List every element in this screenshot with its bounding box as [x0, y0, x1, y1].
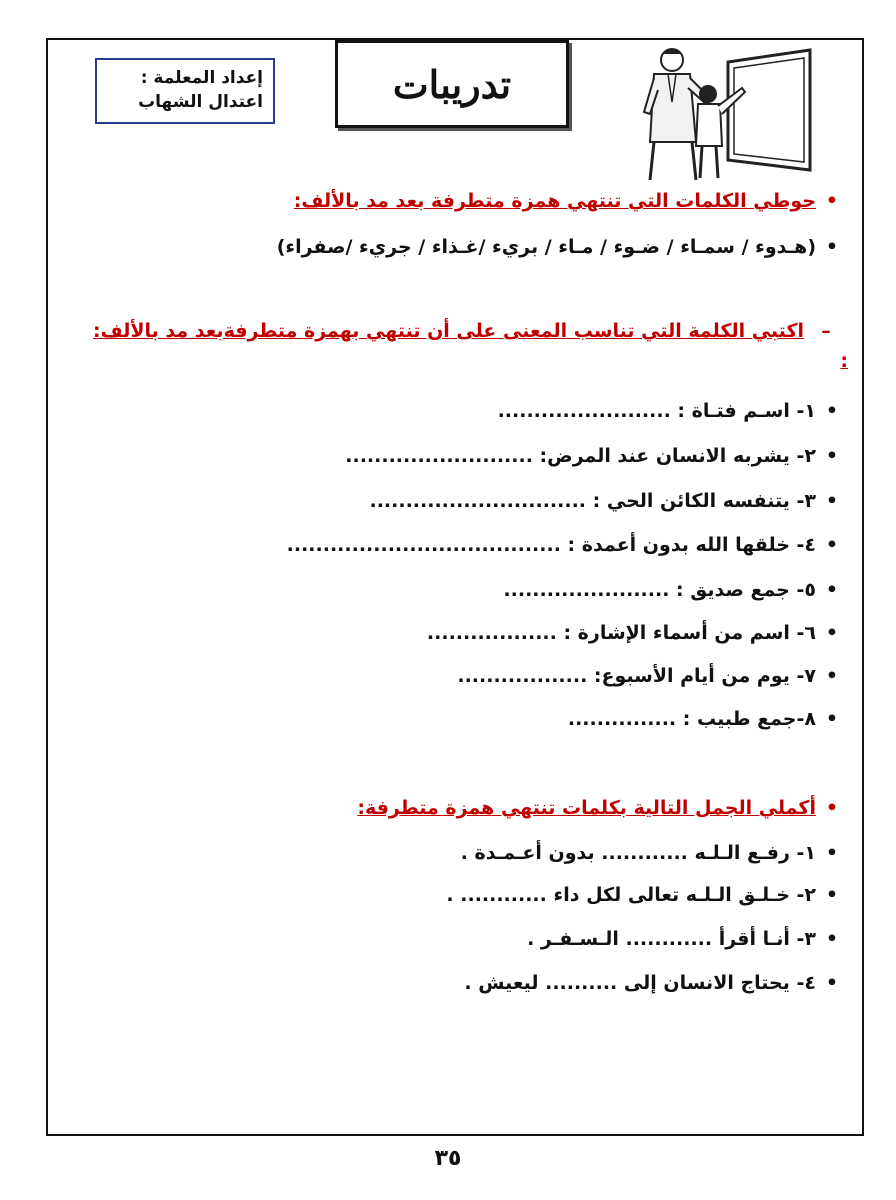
teacher-label: إعداد المعلمة :	[140, 68, 263, 88]
bullet-icon: •	[825, 579, 839, 601]
page-title-box	[335, 40, 569, 128]
section2-item: •٤- خلقها الله بدون أعمدة : ......................................	[287, 532, 848, 558]
section2-item: •١- اسـم فتـاة : ........................	[498, 398, 848, 424]
section3-item: •١- رفـع الـلـه ............ بدون أعـمـدة .	[461, 840, 848, 866]
teacher-name: اعتدال الشهاب	[138, 92, 263, 112]
bullet-icon: •	[825, 490, 839, 512]
bullet-icon: •	[825, 928, 839, 950]
bullet-icon: •	[825, 445, 839, 467]
section2-item: •٥- جمع صديق : .......................	[503, 577, 848, 603]
section2-item: •٧- يوم من أيام الأسبوع: ..................	[457, 663, 848, 689]
bullet-icon: •	[825, 884, 839, 906]
bullet-icon: •	[825, 190, 839, 212]
page-number: ٣٥	[434, 1146, 462, 1171]
section2-item: •٢- يشربه الانسان عند المرض: ..........................	[345, 443, 848, 469]
bullet-icon: •	[825, 708, 839, 730]
page-title: تدريبات	[392, 61, 512, 107]
bullet-icon: •	[825, 665, 839, 687]
section1-word-list: •(هـدوء / سمـاء / ضـوء / مـاء / بريء /غـذاء / جريء /صفراء)	[277, 234, 848, 260]
bullet-icon: •	[825, 842, 839, 864]
section2-item: •٣- يتنفسه الكائن الحي : ..............................	[369, 488, 848, 514]
bullet-icon: •	[825, 972, 839, 994]
bullet-icon: •	[825, 400, 839, 422]
section1-instruction: •حوطي الكلمات التي تنتهي همزة متطرفة بعد مد بالألف:	[294, 188, 848, 214]
bullet-icon: •	[825, 534, 839, 556]
section3-item: •٢- خـلـق الـلـه تعالى لكل داء ............ .	[446, 882, 848, 908]
bullet-icon: •	[825, 797, 839, 819]
section2-instruction: –اكتبي الكلمة التي تناسب المعنى على أن تنتهي بهمزة متطرفةبعد مد بالألف: :	[88, 316, 848, 376]
section3-item: •٤- يحتاج الانسان إلى .......... ليعيش .	[464, 970, 848, 996]
section2-item: •٦- اسم من أسماء الإشارة : ..................	[427, 620, 848, 646]
bullet-icon: •	[825, 622, 839, 644]
section3-instruction: •أكملي الجمل التالية بكلمات تنتهي همزة متطرفة:	[357, 795, 848, 821]
dash-icon: –	[821, 320, 831, 342]
teacher-student-board-illustration	[610, 42, 815, 182]
bullet-icon: •	[825, 236, 839, 258]
section3-item: •٣- أنـا أقرأ ............ الـسـفـر .	[527, 926, 848, 952]
teacher-name-box	[95, 58, 275, 124]
section2-item: •٨-جمع طبيب : ...............	[568, 706, 848, 732]
